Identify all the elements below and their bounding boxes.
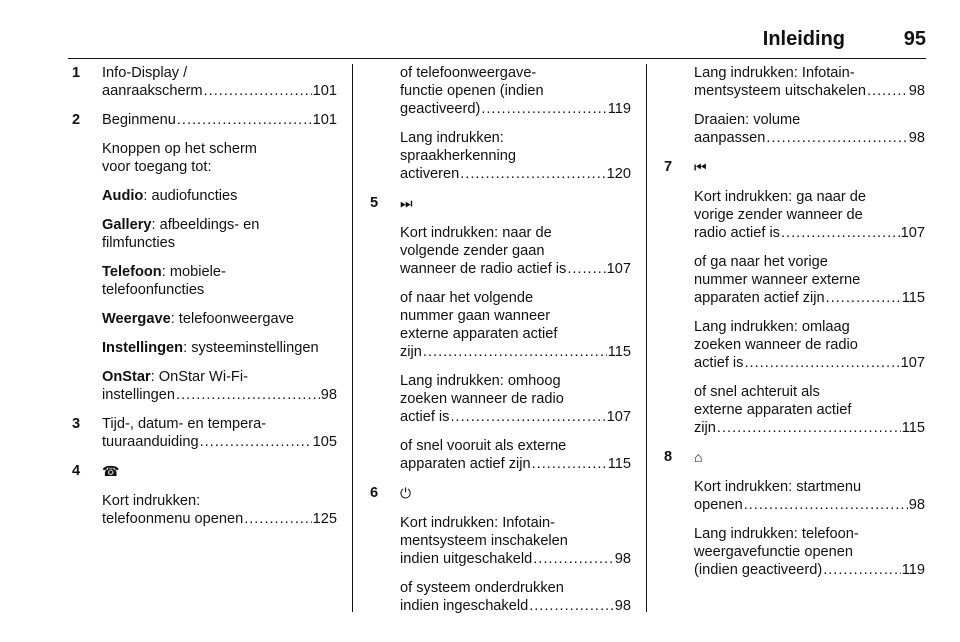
- paragraph: Draaien: volume aanpassen ..... 98: [660, 111, 925, 147]
- item-number: 2: [72, 112, 81, 128]
- paragraph-onstar: OnStar: OnStar Wi-Fi- instellingen ..... 98: [102, 368, 337, 404]
- paragraph: Kort indrukken: Infotain- mentsysteem inschakelen indien uitgeschakeld ..... 98: [400, 514, 631, 568]
- page-title: Inleiding: [762, 28, 845, 50]
- column-middle: [366, 64, 631, 626]
- list-item-6: [366, 484, 631, 615]
- item-number: 4: [72, 463, 81, 479]
- paragraph: Lang indrukken: omhoog zoeken wanneer de radio actief is ..... 107: [400, 372, 631, 426]
- column-right: [660, 64, 925, 590]
- phone-icon: ☎: [102, 463, 120, 479]
- paragraph: Kort indrukken: ga naar de vorige zender wanneer de radio actief is ..... 107: [694, 188, 925, 242]
- paragraph: of systeem onderdrukken indien ingeschakeld ..... 98: [400, 579, 631, 615]
- header-rule: [68, 58, 926, 59]
- paragraph: of naar het volgende nummer gaan wanneer externe apparaten actief zijn ..... 115: [400, 289, 631, 361]
- item-number: 3: [72, 416, 81, 432]
- paragraph-telefoon: Telefoon: mobiele- telefoonfuncties: [102, 264, 226, 298]
- item-number: 6: [370, 485, 379, 501]
- previous-track-icon: ⏮: [694, 159, 707, 175]
- paragraph: Lang indrukken: Infotain- mentsysteem uitschakelen ..... 98: [660, 64, 925, 100]
- paragraph: Lang indrukken: telefoon- weergavefunctie openen (indien geactiveerd) ..... 119: [694, 525, 925, 579]
- column-divider: [352, 64, 353, 612]
- paragraph: Kort indrukken: startmenu openen ..... 98: [694, 478, 925, 514]
- paragraph: Kort indrukken: naar de volgende zender gaan wanneer de radio actief is ..... 107: [400, 224, 631, 278]
- paragraph: of snel vooruit als externe apparaten actief zijn ..... 115: [400, 437, 631, 473]
- paragraph: Lang indrukken: omlaag zoeken wanneer de radio actief is ..... 107: [694, 318, 925, 372]
- home-icon: ⌂: [694, 449, 703, 465]
- paragraph-instellingen: Instellingen: systeeminstellingen: [102, 340, 319, 356]
- page-reference: telefoonmenu openen ..... 125: [102, 510, 337, 528]
- text-line: Info-Display /: [102, 65, 188, 81]
- paragraph-gallery: Gallery: afbeeldings- en filmfuncties: [102, 217, 260, 251]
- page-number: 95: [903, 28, 926, 50]
- column-divider: [646, 64, 647, 612]
- item-number: 1: [72, 65, 81, 81]
- paragraph: of ga naar het vorige nummer wanneer externe apparaten actief zijn ..... 115: [694, 253, 925, 307]
- list-item-1: [68, 64, 337, 100]
- paragraph-weergave: Weergave: telefoonweergave: [102, 311, 295, 327]
- power-icon: ⏻: [400, 485, 412, 501]
- page-reference: Beginmenu ..... 101: [102, 111, 337, 129]
- item-number: 7: [664, 159, 673, 175]
- paragraph: of telefoonweergave- functie openen (indien geactiveerd) ..... 119: [366, 64, 631, 118]
- page-reference: tuuraanduiding ..... 105: [102, 433, 337, 451]
- list-item-2: [68, 111, 337, 404]
- next-track-icon: ⏭: [400, 195, 413, 211]
- list-item-8: [660, 448, 925, 579]
- paragraph: of snel achteruit als externe apparaten actief zijn ..... 115: [694, 383, 925, 437]
- list-item-3: 3 Tijd-, datum- en tempera- tuuraanduiding ..... 105: [68, 415, 337, 451]
- paragraph-audio: Audio: audiofuncties: [102, 188, 238, 204]
- item-number: 8: [664, 449, 673, 465]
- list-item-7: [660, 158, 925, 437]
- list-item-4: 4 ☎ Kort indrukken: telefoonmenu openen ..... 125: [68, 462, 337, 528]
- page-header: [0, 28, 960, 58]
- paragraph: Knoppen op het scherm voor toegang tot:: [102, 141, 257, 175]
- page-reference: aanraakscherm ..... 101: [102, 82, 337, 100]
- item-number: 5: [370, 195, 379, 211]
- column-left: [68, 64, 337, 539]
- list-item-5: [366, 194, 631, 473]
- paragraph: Lang indrukken: spraakherkenning activeren ..... 120: [366, 129, 631, 183]
